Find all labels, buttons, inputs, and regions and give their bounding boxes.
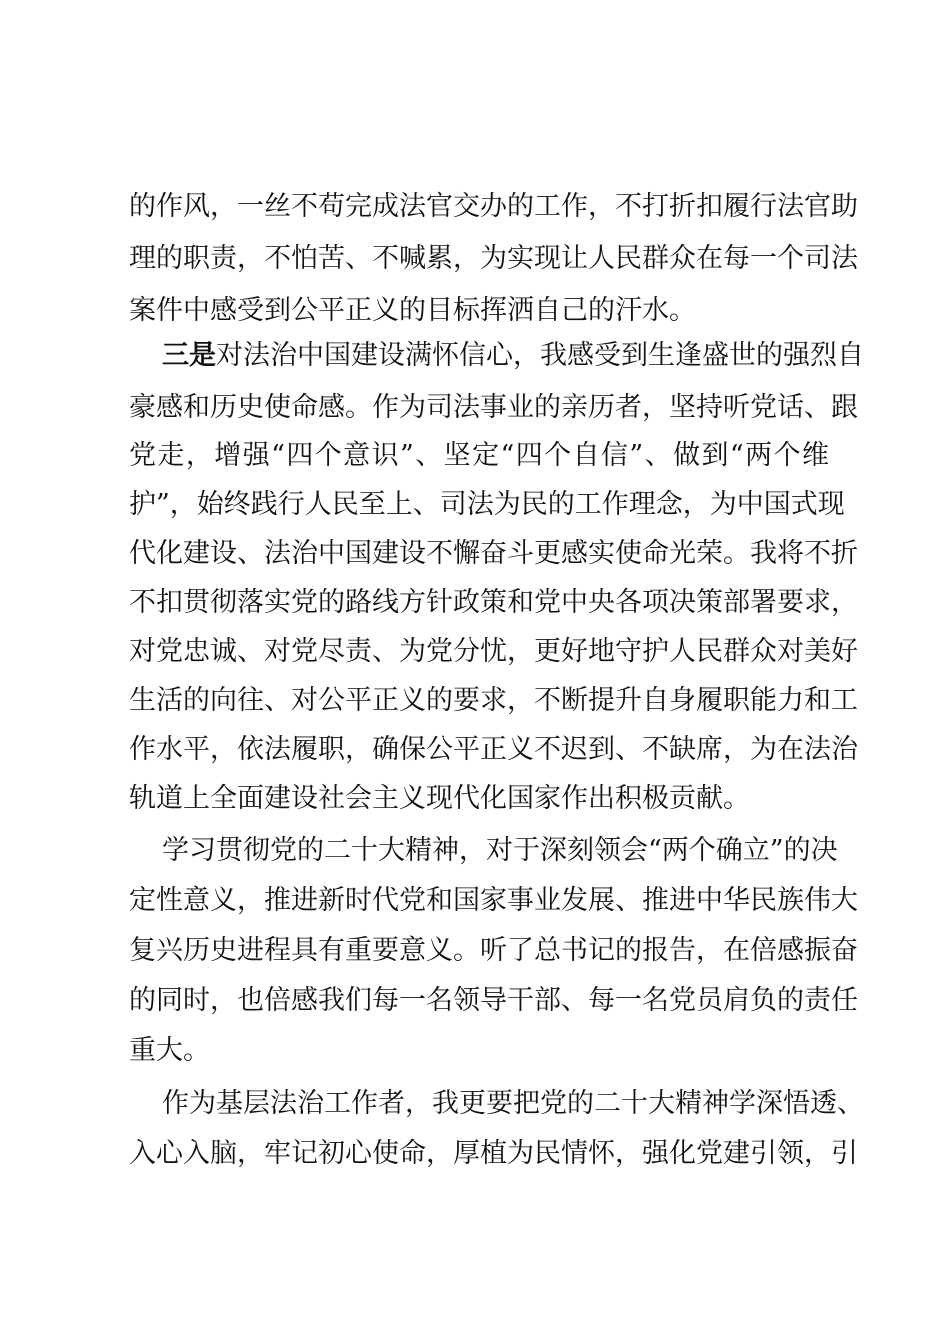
paragraph-2-line-8: 生活的向往、对公平正义的要求，不断提升自身履职能力和工 — [129, 685, 858, 716]
paragraph-4-line-2: 入心入脑，牢记初心使命，厚植为民情怀，强化党建引领，引 — [129, 1138, 858, 1169]
paragraph-2-line-5: 代化建设、法治中国建设不懈奋斗更感实使命光荣。我将不折 — [129, 538, 858, 569]
paragraph-3-line-2: 定性意义，推进新时代党和国家事业发展、推进中华民族伟大 — [129, 885, 858, 916]
paragraph-1-line-2: 理的职责，不怕苦、不喊累，为实现让人民群众在每一个司法 — [129, 243, 858, 274]
paragraph-2-line-1-text: 对法治中国建设满怀信心，我感受到生逢盛世的强烈自 — [216, 340, 864, 371]
paragraph-3-line-4: 的同时，也倍感我们每一名领导干部、每一名党员肩负的责任 — [129, 985, 858, 1016]
paragraph-2-line-3: 党走，增强“四个意识”、坚定“四个自信”、做到“两个维 — [129, 440, 829, 471]
paragraph-2-line-4: 护”，始终践行人民至上、司法为民的工作理念，为中国式现 — [129, 489, 845, 520]
paragraph-2-line-7: 对党忠诚、对党尽责、为党分忧，更好地守护人民群众对美好 — [129, 636, 858, 667]
paragraph-1-line-1: 的作风，一丝不苟完成法官交办的工作，不打折扣履行法官助 — [129, 191, 858, 222]
paragraph-2-line-10: 轨道上全面建设社会主义现代化国家作出积极贡献。 — [129, 783, 750, 814]
paragraph-3-line-1: 学习贯彻党的二十大精神，对于深刻领会“两个确立”的决 — [162, 835, 838, 866]
paragraph-2-line-9: 作水平，依法履职，确保公平正义不迟到、不缺席，为在法治 — [129, 734, 858, 765]
paragraph-2-lead: 三是 — [162, 340, 216, 371]
paragraph-2-line-6: 不扣贯彻落实党的路线方针政策和党中央各项决策部署要求， — [129, 587, 858, 618]
paragraph-1-line-3: 案件中感受到公平正义的目标挥洒自己的汗水。 — [129, 295, 696, 326]
paragraph-4-line-1: 作为基层法治工作者，我更要把党的二十大精神学深悟透、 — [162, 1088, 864, 1119]
paragraph-3-line-5: 重大。 — [129, 1035, 210, 1066]
paragraph-2-line-1 — [162, 330, 864, 382]
paragraph-3-line-3: 复兴历史进程具有重要意义。听了总书记的报告，在倍感振奋 — [129, 935, 858, 966]
paragraph-2-line-2: 豪感和历史使命感。作为司法事业的亲历者，坚持听党话、跟 — [129, 392, 858, 423]
